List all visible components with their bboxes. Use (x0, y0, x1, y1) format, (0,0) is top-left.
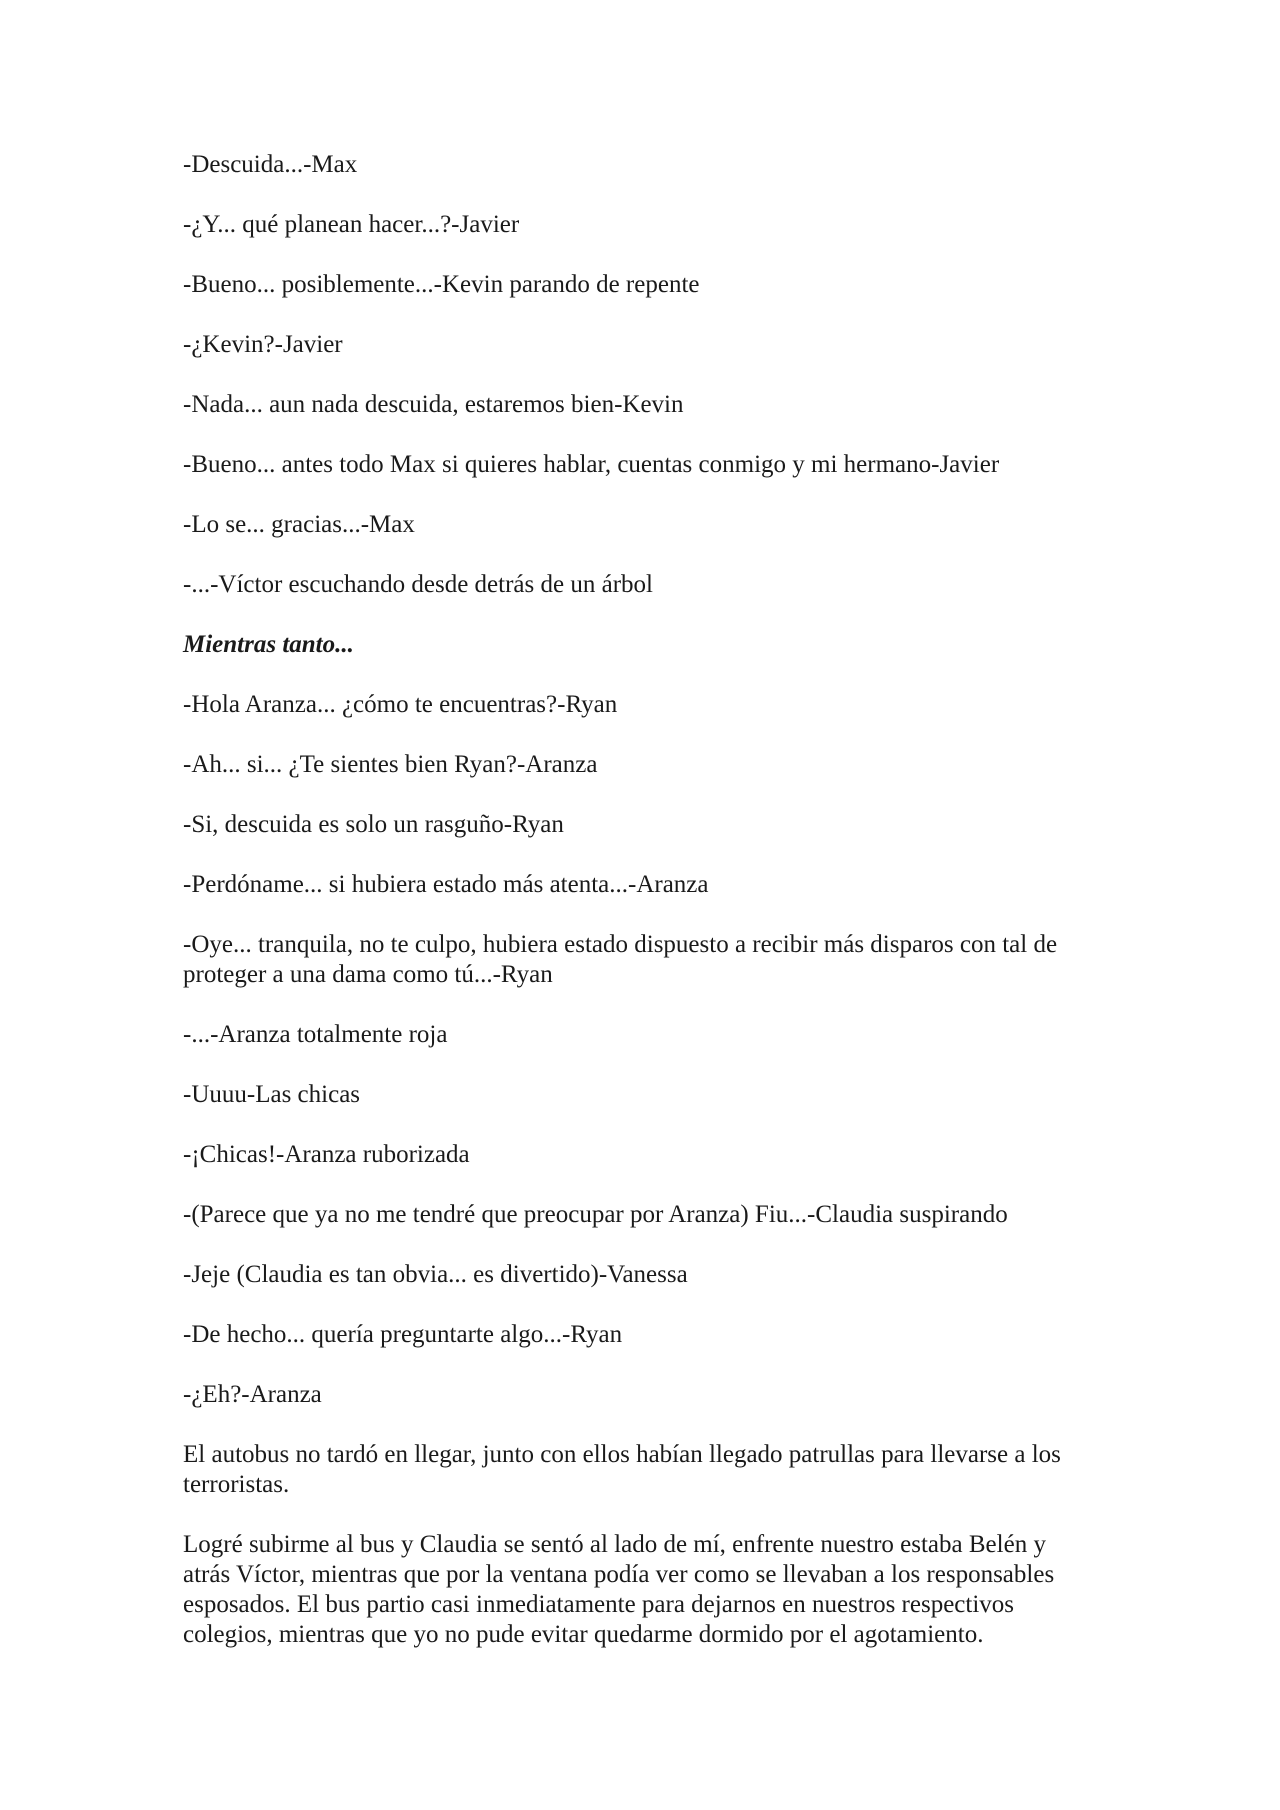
dialogue-line: -Oye... tranquila, no te culpo, hubiera estado dispuesto a recibir más disparos con tal de proteger a una dama como tú...-Ryan (183, 931, 1058, 988)
dialogue-line: -(Parece que ya no me tendré que preocupar por Aranza) Fiu...-Claudia suspirando (183, 1201, 1008, 1228)
dialogue-line: -...-Víctor escuchando desde detrás de un árbol (183, 571, 653, 598)
dialogue-line: -¿Y... qué planean hacer...?-Javier (183, 211, 520, 238)
dialogue-line: -De hecho... quería preguntarte algo...-Ryan (183, 1321, 623, 1348)
dialogue-line: -Bueno... antes todo Max si quieres hablar, cuentas conmigo y mi hermano-Javier (183, 451, 1000, 478)
dialogue-line: -¡Chicas!-Aranza ruborizada (183, 1141, 470, 1168)
narrative-paragraph: El autobus no tardó en llegar, junto con ellos habían llegado patrullas para llevarse a los terroristas. (183, 1441, 1061, 1498)
section-heading: Mientras tanto... (183, 631, 354, 658)
dialogue-line: -Descuida...-Max (183, 151, 358, 178)
document-body (183, 150, 1098, 1680)
narrative-paragraph: Logré subirme al bus y Claudia se sentó al lado de mí, enfrente nuestro estaba Belén y atrás Víctor, mientras que por la ventana podía ver como se llevaban a los responsables esposados. El bus partio casi inmediatamente para dejarnos en nuestros respectivos colegios, mientras que yo no pude evitar quedarme dormido por el agotamiento. (183, 1531, 1055, 1648)
dialogue-line: -Si, descuida es solo un rasguño-Ryan (183, 811, 564, 838)
dialogue-line: -Ah... si... ¿Te sientes bien Ryan?-Aranza (183, 751, 598, 778)
dialogue-line: -Jeje (Claudia es tan obvia... es divertido)-Vanessa (183, 1261, 688, 1288)
dialogue-line: -...-Aranza totalmente roja (183, 1021, 448, 1048)
dialogue-line: -¿Kevin?-Javier (183, 331, 343, 358)
dialogue-line: -Lo se... gracias...-Max (183, 511, 415, 538)
dialogue-line: -Bueno... posiblemente...-Kevin parando de repente (183, 271, 700, 298)
dialogue-line: -¿Eh?-Aranza (183, 1381, 322, 1408)
dialogue-line: -Uuuu-Las chicas (183, 1081, 361, 1108)
dialogue-line: -Nada... aun nada descuida, estaremos bien-Kevin (183, 391, 684, 418)
dialogue-line: -Perdóname... si hubiera estado más atenta...-Aranza (183, 871, 709, 898)
dialogue-line: -Hola Aranza... ¿cómo te encuentras?-Ryan (183, 691, 618, 718)
